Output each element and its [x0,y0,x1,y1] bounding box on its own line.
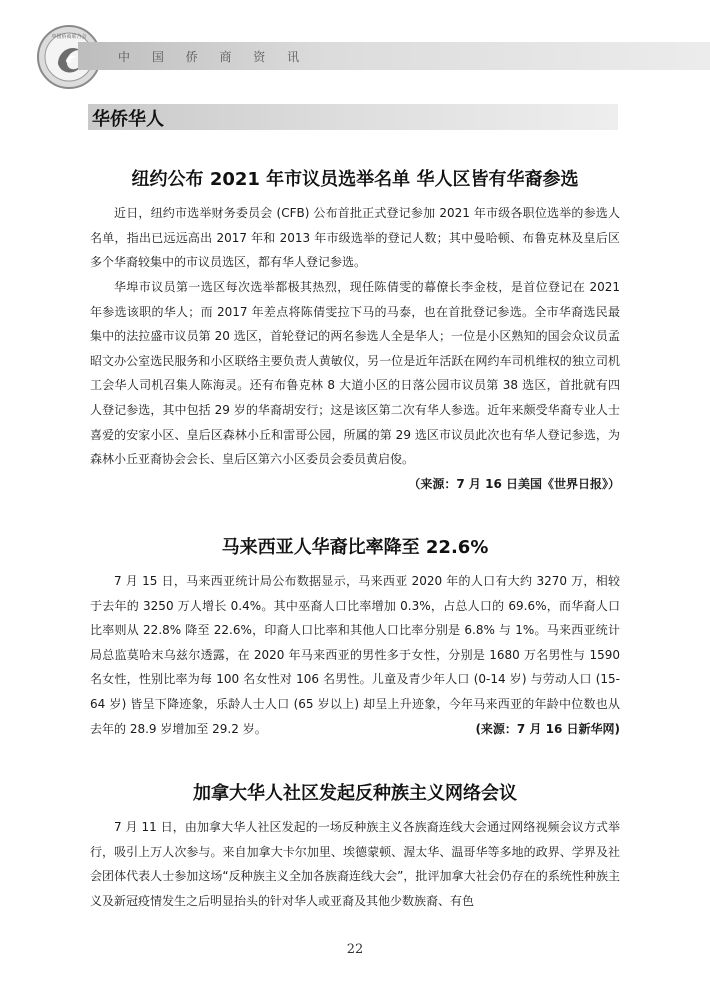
article-paragraph: 近日，纽约市选举财务委员会 (CFB) 公布首批正式登记参加 2021 年市级各职位选举的参选人名单，指出已远远高出 2017 年和 2013 年市级选举的登记人数；其中曼哈顿、布鲁克林及皇后区多个华裔较集中的市议员选区，都有华人登记参选。 [90,206,620,270]
page-number: 22 [346,942,364,957]
article-paragraph [90,569,620,741]
article-paragraph [90,275,620,496]
article-paragraph: 7 月 11 日，由加拿大华人社区发起的一场反种族主义各族裔连线大会通过网络视频会议方式举行，吸引上万人次参与。来自加拿大卡尔加里、埃德蒙顿、渥太华、温哥华等多地的政界、学界及社会团体代表人士参加这场“反种族主义全加各族裔连线大会”，批评加拿大社会仍存在的系统性种族主义及新冠疫情发生之后明显抬头的针对华人或亚裔及其他少数族裔、有色 [90,820,620,908]
article-title: 加拿大华人社区发起反种族主义网络会议 [193,783,517,804]
section-bar [88,104,618,130]
article-title: 纽约公布 2021 年市议员选举名单 华人区皆有华裔参选 [131,169,579,190]
article-source: （来源：7 月 16 日美国《世界日报》） [408,476,620,491]
article-title: 马来西亚人华裔比率降至 22.6% [221,537,489,558]
logo-text: 中国侨商联合会 [51,34,87,40]
publication-name: 中 国 侨 商 资 讯 [118,50,309,64]
section-title: 华侨华人 [92,109,164,130]
paragraph-text: 7 月 15 日，马来西亚统计局公布数据显示，马来西亚 2020 年的人口有大约 3270 万，相较于去年的 3250 万人增长 0.4%。其中巫裔人口比率增加 0.3%，占总人口的 69.6%，而华裔人口比率则从 22.8% 降至 22.6%，印裔人口比率和其他人口比率分别是 6.8% 与 1%。马来西亚统计局总监莫哈末乌兹尔透露，在 2020 年马来西亚的男性多于女性，分别是 1680 万名男性与 1590 名女性，性别比率为每 100 名女性对 106 名男性。儿童及青少年人口 (0-14 岁) 与劳动人口 (15-64 岁) 皆呈下降迹象，乐龄人士人口 (65 岁以上) 却呈上升迹象，今年马来西亚的年龄中位数也从去年的 28.9 岁增加至 29.2 岁。 [90,574,620,736]
article-source: (来源：7 月 16 日新华网) [475,721,620,736]
paragraph-text: 华埠市议员第一选区每次选举都极其热烈，现任陈倩雯的幕僚长李金枝，是首位登记在 2021 年参选该职的华人；而 2017 年差点将陈倩雯拉下马的马泰，也在首批登记参选。全市华裔选民最集中的法拉盛市议员第 20 选区，首轮登记的两名参选人全是华人；一位是小区熟知的国会众议员孟昭文办公室选民服务和小区联络主要负责人黄敏仪，另一位是近年活跃在网约车司机维权的独立司机工会华人司机召集人陈海灵。还有布鲁克林 8 大道小区的日落公园市议员第 38 选区，首批就有四人登记参选，其中包括 29 岁的华裔胡安行；这是该区第二次有华人参选。近年来颇受华裔专业人士喜爱的安家小区、皇后区森林小丘和雷哥公园，所属的第 29 选区市议员此次也有华人登记参选，为森林小丘亚裔协会会长、皇后区第六小区委员会委员黄启俊。 [90,280,620,467]
